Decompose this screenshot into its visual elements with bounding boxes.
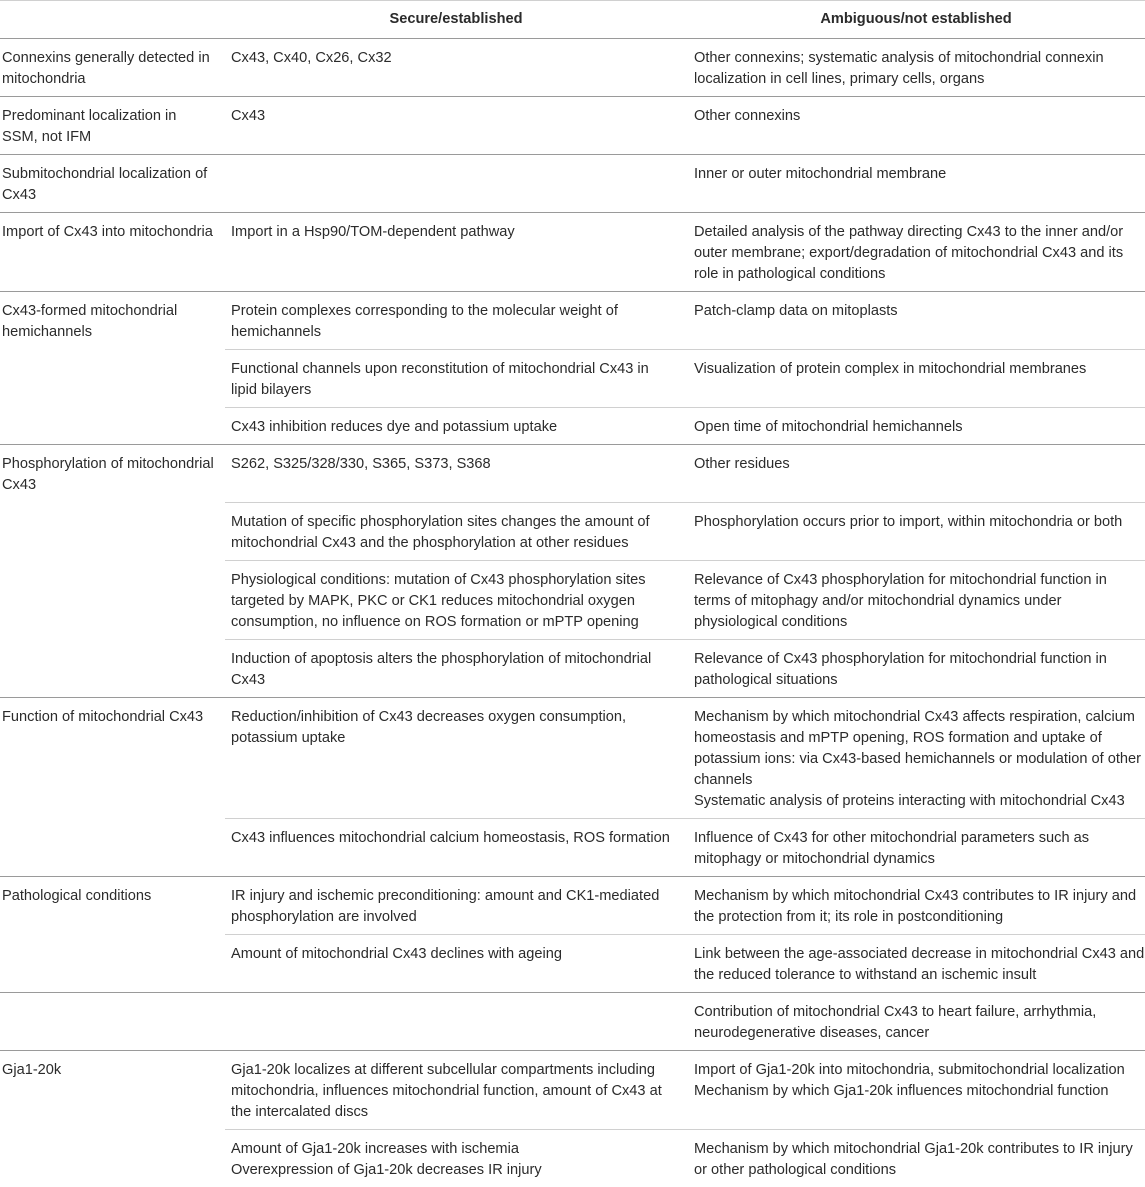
topic-cell xyxy=(0,639,225,697)
secure-cell: Physiological conditions: mutation of Cx43 phosphorylation sites targeted by MAPK, PKC or CK1 reduces mitochondrial oxygen consumption, no influence on ROS formation or mPTP opening xyxy=(225,560,687,639)
secure-cell: Cx43 inhibition reduces dye and potassium uptake xyxy=(225,408,687,445)
ambiguous-cell: Inner or outer mitochondrial membrane xyxy=(687,155,1145,213)
ambiguous-cell: Phosphorylation occurs prior to import, within mitochondria or both xyxy=(687,502,1145,560)
topic-cell xyxy=(0,818,225,876)
table-row xyxy=(0,818,1145,876)
topic-cell: Import of Cx43 into mitochondria xyxy=(0,213,225,292)
topic-cell xyxy=(0,502,225,560)
secure-cell: Amount of mitochondrial Cx43 declines with ageing xyxy=(225,934,687,992)
table-row xyxy=(0,292,1145,350)
ambiguous-cell: Mechanism by which mitochondrial Gja1-20k contributes to IR injury or other pathological conditions xyxy=(687,1129,1145,1187)
secure-cell: IR injury and ischemic preconditioning: amount and CK1-mediated phosphorylation are involved xyxy=(225,876,687,934)
ambiguous-cell: Other connexins xyxy=(687,97,1145,155)
table-row xyxy=(0,502,1145,560)
table-row xyxy=(0,213,1145,292)
ambiguous-cell: Relevance of Cx43 phosphorylation for mitochondrial function in pathological situations xyxy=(687,639,1145,697)
table-row xyxy=(0,697,1145,818)
topic-cell: Submitochondrial localization of Cx43 xyxy=(0,155,225,213)
header-row xyxy=(0,1,1145,39)
topic-cell: Pathological conditions xyxy=(0,876,225,934)
ambiguous-cell: Mechanism by which mitochondrial Cx43 contributes to IR injury and the protection from it; its role in postconditioning xyxy=(687,876,1145,934)
topic-cell xyxy=(0,350,225,408)
secure-cell: Functional channels upon reconstitution of mitochondrial Cx43 in lipid bilayers xyxy=(225,350,687,408)
secure-cell: Amount of Gja1-20k increases with ischemia Overexpression of Gja1-20k decreases IR injury xyxy=(225,1129,687,1187)
ambiguous-cell: Patch-clamp data on mitoplasts xyxy=(687,292,1145,350)
topic-cell: Function of mitochondrial Cx43 xyxy=(0,697,225,818)
secure-cell: Reduction/inhibition of Cx43 decreases oxygen consumption, potassium uptake xyxy=(225,697,687,818)
topic-cell: Cx43-formed mitochondrial hemichannels xyxy=(0,292,225,350)
table-row xyxy=(0,155,1145,213)
secure-cell: Mutation of specific phosphorylation sites changes the amount of mitochondrial Cx43 and the phosphorylation at other residues xyxy=(225,502,687,560)
ambiguous-cell: Visualization of protein complex in mitochondrial membranes xyxy=(687,350,1145,408)
table-row xyxy=(0,560,1145,639)
secure-cell: Cx43, Cx40, Cx26, Cx32 xyxy=(225,39,687,97)
header-topic xyxy=(0,1,225,39)
table-row xyxy=(0,350,1145,408)
ambiguous-cell: Link between the age-associated decrease in mitochondrial Cx43 and the reduced tolerance to withstand an ischemic insult xyxy=(687,934,1145,992)
ambiguous-cell: Other connexins; systematic analysis of mitochondrial connexin localization in cell lines, primary cells, organs xyxy=(687,39,1145,97)
header-ambiguous: Ambiguous/not established xyxy=(687,1,1145,39)
secure-cell: Import in a Hsp90/TOM-dependent pathway xyxy=(225,213,687,292)
secure-cell xyxy=(225,155,687,213)
table-row xyxy=(0,445,1145,503)
ambiguous-cell: Relevance of Cx43 phosphorylation for mitochondrial function in terms of mitophagy and/or mitochondrial dynamics under physiological conditions xyxy=(687,560,1145,639)
topic-cell: Gja1-20k xyxy=(0,1050,225,1129)
table-row xyxy=(0,639,1145,697)
secure-cell: S262, S325/328/330, S365, S373, S368 xyxy=(225,445,687,503)
ambiguous-cell: Detailed analysis of the pathway directing Cx43 to the inner and/or outer membrane; export/degradation of mitochondrial Cx43 and its role in pathological conditions xyxy=(687,213,1145,292)
ambiguous-cell: Mechanism by which mitochondrial Cx43 affects respiration, calcium homeostasis and mPTP opening, ROS formation and uptake of potassium ions: via Cx43-based hemichannels or modulation of other channels Systematic analysis of proteins interacting with mitochondrial Cx43 xyxy=(687,697,1145,818)
topic-cell xyxy=(0,934,225,992)
topic-cell xyxy=(0,992,225,1050)
secure-cell: Cx43 influences mitochondrial calcium homeostasis, ROS formation xyxy=(225,818,687,876)
topic-cell: Predominant localization in SSM, not IFM xyxy=(0,97,225,155)
table-row xyxy=(0,876,1145,934)
topic-cell: Phosphorylation of mitochondrial Cx43 xyxy=(0,445,225,503)
secure-cell: Cx43 xyxy=(225,97,687,155)
table-row xyxy=(0,408,1145,445)
ambiguous-cell: Other residues xyxy=(687,445,1145,503)
ambiguous-cell: Influence of Cx43 for other mitochondrial parameters such as mitophagy or mitochondrial dynamics xyxy=(687,818,1145,876)
topic-cell xyxy=(0,408,225,445)
table-row xyxy=(0,1050,1145,1129)
table-row xyxy=(0,1129,1145,1187)
table-row xyxy=(0,39,1145,97)
table-row xyxy=(0,97,1145,155)
topic-cell xyxy=(0,560,225,639)
ambiguous-cell: Contribution of mitochondrial Cx43 to heart failure, arrhythmia, neurodegenerative diseases, cancer xyxy=(687,992,1145,1050)
table-row xyxy=(0,992,1145,1050)
secure-cell: Induction of apoptosis alters the phosphorylation of mitochondrial Cx43 xyxy=(225,639,687,697)
secure-cell: Protein complexes corresponding to the molecular weight of hemichannels xyxy=(225,292,687,350)
ambiguous-cell: Open time of mitochondrial hemichannels xyxy=(687,408,1145,445)
header-secure: Secure/established xyxy=(225,1,687,39)
topic-cell xyxy=(0,1129,225,1187)
ambiguous-cell: Import of Gja1-20k into mitochondria, submitochondrial localization Mechanism by which Gja1-20k influences mitochondrial function xyxy=(687,1050,1145,1129)
secure-cell xyxy=(225,992,687,1050)
table-row xyxy=(0,934,1145,992)
topic-cell: Connexins generally detected in mitochondria xyxy=(0,39,225,97)
secure-cell: Gja1-20k localizes at different subcellular compartments including mitochondria, influences mitochondrial function, amount of Cx43 at the intercalated discs xyxy=(225,1050,687,1129)
